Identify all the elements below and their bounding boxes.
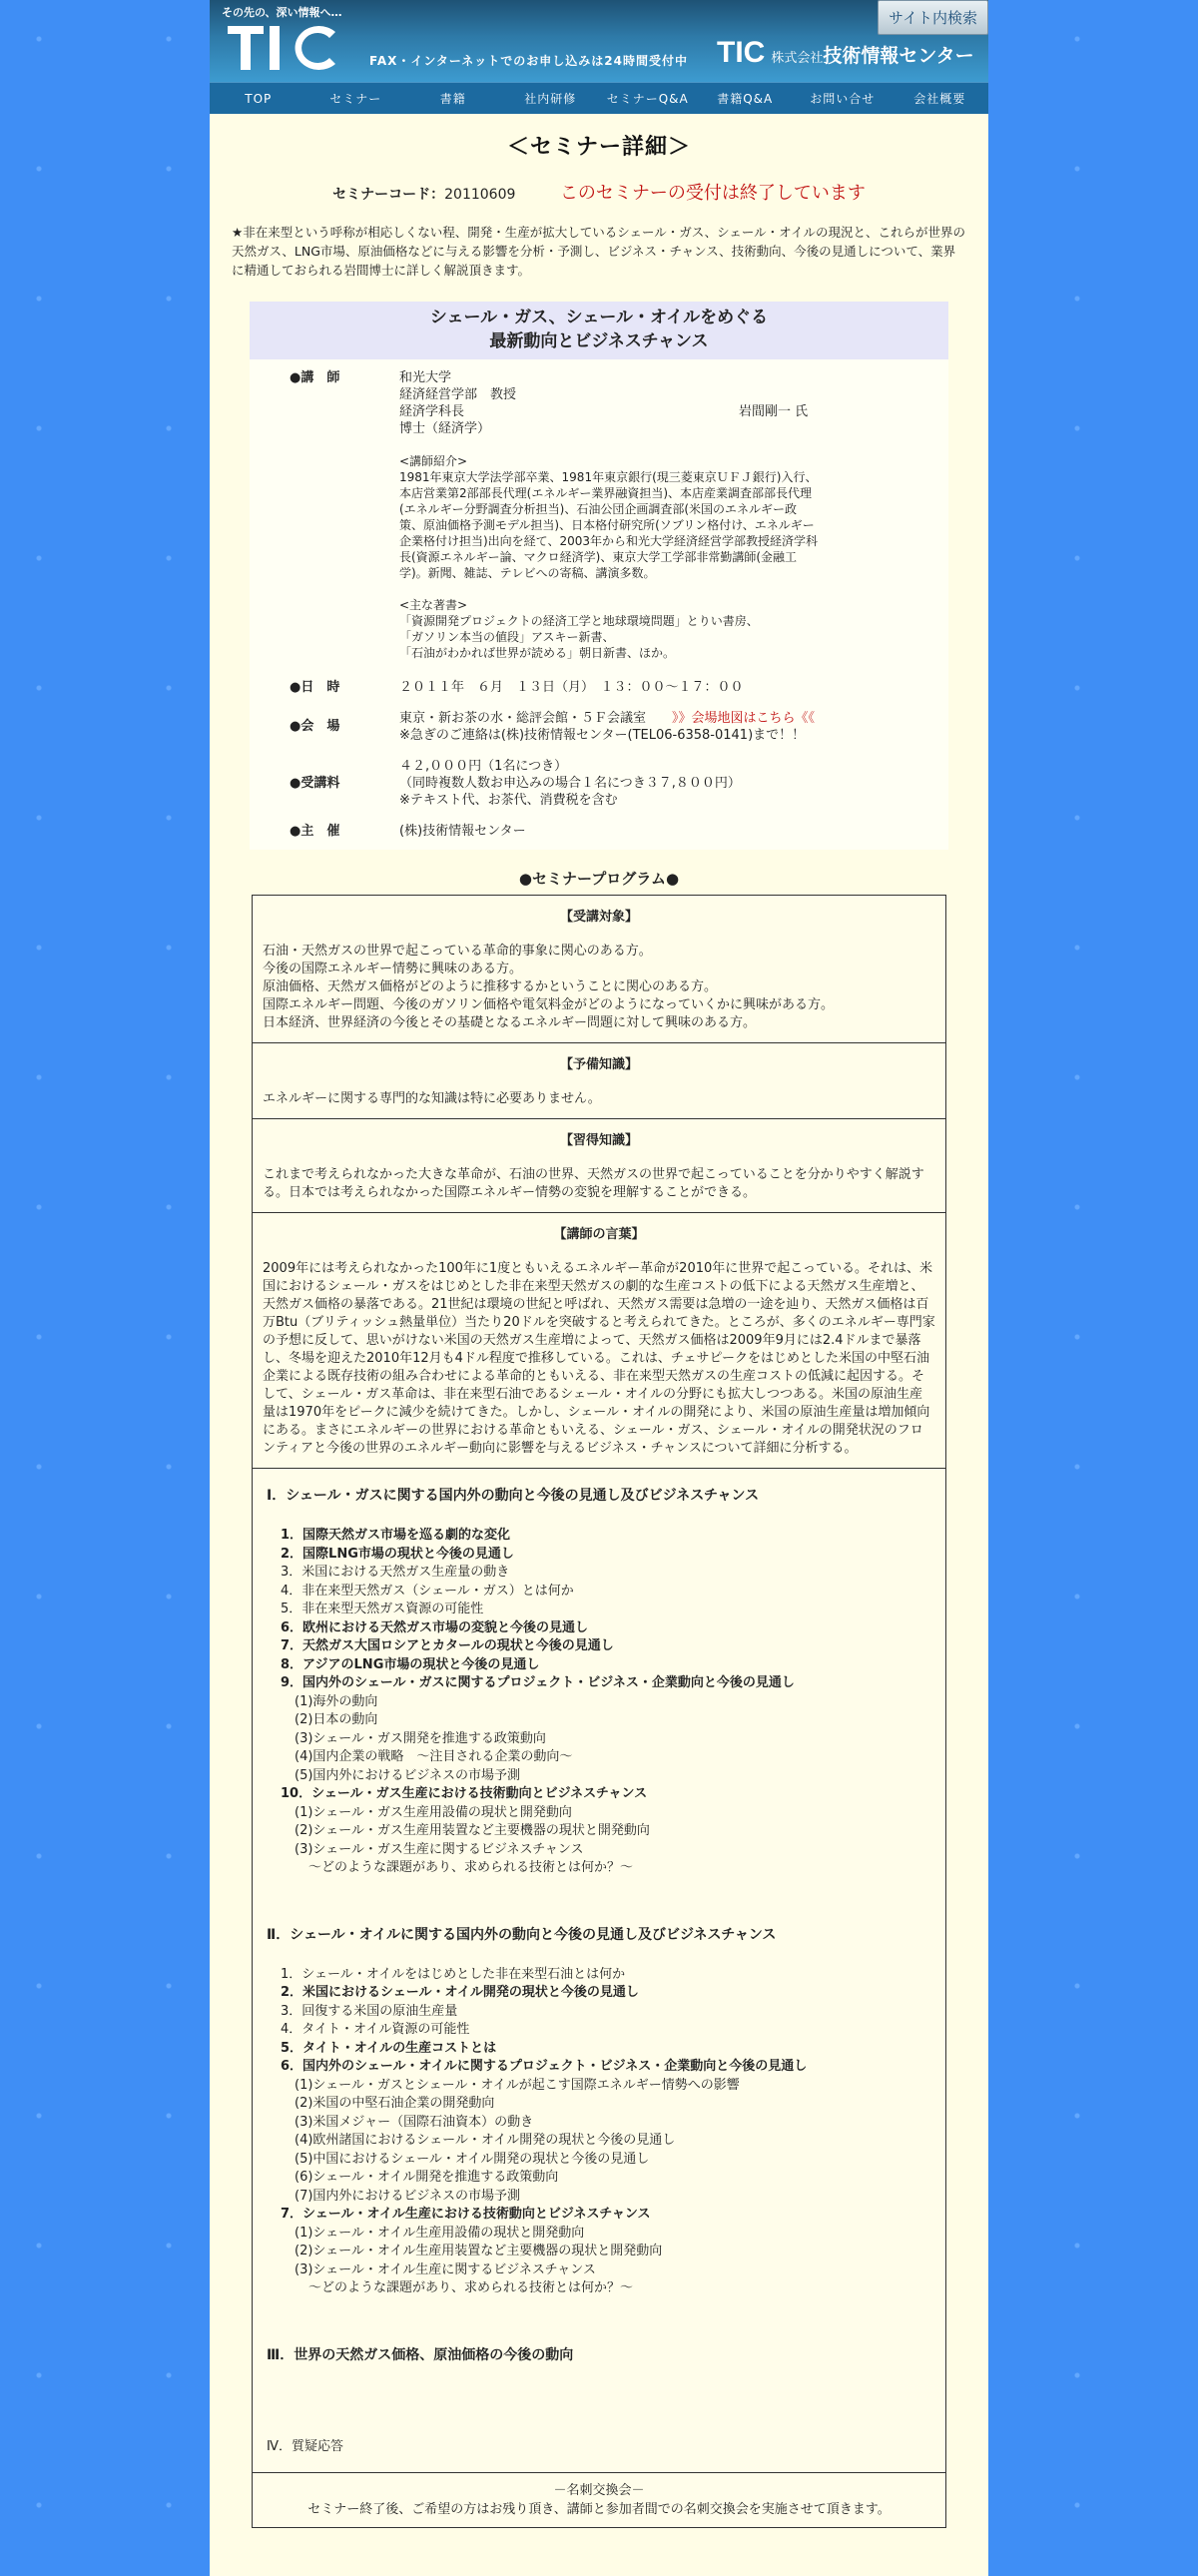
book-item: 「ガソリン本当の値段」アスキー新書、 — [399, 630, 615, 644]
fee-line: （同時複数人数お申込みの場合１名につき３７,８００円） — [399, 776, 741, 791]
books-heading: <主な著書> — [399, 598, 468, 612]
prerequisite-section — [253, 1043, 945, 1119]
curriculum-item: 6．国内外のシェール・オイルに関するプロジェクト・ビジネス・企業動向と今後の見通し — [281, 2059, 808, 2074]
curriculum-subitem: (1)シェール・ガス生産用設備の現状と開発動向 — [295, 1804, 572, 1820]
page-title: ＜セミナー詳細＞ — [506, 135, 691, 160]
curriculum-item: 3．米国における天然ガス生産量の動き — [281, 1565, 510, 1580]
curriculum-item: 4．非在来型天然ガス（シェール・ガス）とは何か — [281, 1583, 574, 1599]
chapter-2-heading: Ⅱ．シェール・オイルに関する国内外の動向と今後の見通し及びビジネスチャンス — [267, 1926, 777, 1943]
curriculum-item: 7．天然ガス大国ロシアとカタールの現状と今後の見通し — [281, 1638, 614, 1653]
prerequisite-text: エネルギーに関する専門的な知識は特に必要ありません。 — [263, 1091, 601, 1106]
chapter-3-heading: Ⅲ．世界の天然ガス価格、原油価格の今後の動向 — [267, 2346, 574, 2363]
curriculum-subitem: (6)シェール・オイル開発を推進する政策動向 — [295, 2170, 559, 2185]
curriculum-note: ～どのような課題があり、求められる技術とは何か？～ — [308, 2280, 634, 2295]
curriculum-subitem: (5)国内外におけるビジネスの市場予測 — [295, 1767, 521, 1783]
curriculum-subitem: (3)シェール・ガス生産に関するビジネスチャンス — [295, 1841, 584, 1857]
gain-text: これまで考えられなかった大きな革命が、石油の世界、天然ガスの世界で起こっていることを分かりやすく解説する。日本では考えられなかった国際エネルギー情勢の変貌を理解することができる。 — [263, 1167, 924, 1200]
company-brand[interactable] — [717, 36, 974, 70]
nav-books-qa[interactable]: 書籍Q&A — [717, 92, 774, 106]
curriculum-subitem: (2)シェール・ガス生産用装置など主要機器の現状と開発動向 — [295, 1823, 650, 1838]
seminar-code: 20110609 — [444, 187, 516, 203]
curriculum-item: 7．シェール・オイル生産における技術動向とビジネスチャンス — [281, 2207, 651, 2222]
chapter-4-heading: Ⅳ．質疑応答 — [267, 2438, 343, 2454]
fee-label: ●受講料 — [290, 776, 340, 791]
tagline: その先の、深い情報へ… — [222, 6, 342, 19]
target-section — [253, 896, 945, 1043]
curriculum-subitem: (7)国内外におけるビジネスの市場予測 — [295, 2188, 521, 2204]
book-item: 「資源開発プロジェクトの経済工学と地球環境問題」とりい書房、 — [399, 614, 759, 628]
affiliation-line: 経済経営学部 教授 — [399, 387, 517, 402]
curriculum-subitem: (2)米国の中堅石油企業の開発動向 — [295, 2096, 495, 2111]
curriculum-subitem: (2)日本の動向 — [295, 1712, 378, 1727]
curriculum-subitem: (3)シェール・オイル生産に関するビジネスチャンス — [295, 2261, 596, 2277]
affiliation-line: 和光大学 — [399, 370, 452, 385]
curriculum-item: 3．回復する米国の原油生産量 — [281, 2003, 458, 2019]
lecturer-profile: 1981年東京大学法学部卒業、1981年東京銀行(現三菱東京ＵＦＪ銀行)入行、本店営業第2部部長代理(エネルギー業界融資担当)、本店産業調査部部長代理(エネルギー分野調査分析担当)、石油公団企画調査部(米国のエネルギー政策、原油価格予測モデル担当)、日本格付研究所(ソブリン格付け、エネルギー企業格付け担当)出向を経て、2003年から和光大学経済経営学部教授経済学科長(資源エネルギー論、マクロ経済学)、東京大学工学部非常勤講師(金融工学)。新聞、雑誌、テレビへの寄稿、講演多数。 — [399, 470, 818, 580]
fee-line: ※テキスト代、お茶代、消費税を含む — [399, 793, 618, 808]
brand-kk: 株式会社 — [771, 51, 824, 66]
exchange-section — [253, 2473, 945, 2527]
site-header — [210, 0, 988, 82]
page — [210, 0, 988, 2576]
target-heading: 【受講対象】 — [559, 910, 638, 925]
chapter-2-list — [263, 1966, 935, 2298]
curriculum-subitem: (1)シェール・ガスとシェール・オイルが起こす国際エネルギー情勢への影響 — [295, 2077, 740, 2093]
curriculum-item: 1．国際天然ガス市場を巡る劇的な変化 — [281, 1528, 511, 1543]
gain-section — [253, 1119, 945, 1213]
main-nav — [210, 82, 988, 114]
book-item: 「石油がわかれば世界が読める」朝日新書、ほか。 — [399, 646, 676, 660]
curriculum-subitem: (4)国内企業の戦略 ～注目される企業の動向～ — [295, 1749, 573, 1764]
seminar-code-row — [210, 179, 988, 205]
target-line: 石油・天然ガスの世界で起こっている革命的事象に関心のある方。 — [263, 944, 652, 959]
target-line: 日本経済、世界経済の今後とその基礎となるエネルギー問題に対して興味のある方。 — [263, 1015, 757, 1030]
target-line: 原油価格、天然ガス価格がどのように推移するかということに関心のある方。 — [263, 979, 718, 994]
target-line: 今後の国際エネルギー情勢に興味のある方。 — [263, 962, 523, 976]
curriculum-note: ～どのような課題があり、求められる技術とは何か？～ — [308, 1860, 634, 1875]
chapter-1-list — [263, 1527, 935, 1878]
lecturer-words-heading: 【講師の言葉】 — [553, 1227, 645, 1242]
nav-contact[interactable]: お問い合せ — [810, 92, 876, 106]
curriculum-item: 2．国際LNG市場の現状と今後の見通し — [281, 1546, 514, 1562]
nav-top[interactable]: TOP — [245, 91, 273, 106]
seminar-info — [250, 302, 948, 850]
curriculum-item: 6．欧州における天然ガス市場の変貌と今後の見通し — [281, 1619, 589, 1635]
curriculum-subitem: (2)シェール・オイル生産用装置など主要機器の現状と開発動向 — [295, 2244, 663, 2258]
target-line: 国際エネルギー問題、今後のガソリン価格や電気料金がどのようになっていくかに興味がある方。 — [263, 997, 835, 1012]
profile-heading: <講師紹介> — [399, 454, 468, 468]
prerequisite-heading: 【予備知識】 — [559, 1057, 638, 1072]
fee-row — [250, 758, 948, 809]
date-label: ●日 時 — [290, 680, 340, 695]
fee-line: ４２,０００円（1名につき） — [399, 759, 568, 774]
tic-logo[interactable] — [224, 18, 351, 74]
venue-contact: ※急ぎのご連絡は(株)技術情報センター(TEL06-6358-0141)まで！！ — [399, 728, 806, 743]
curriculum-item: 4．タイト・オイル資源の可能性 — [281, 2022, 470, 2037]
curriculum-subitem: (5)中国におけるシェール・オイル開発の現状と今後の見通し — [295, 2151, 650, 2167]
lecturer-words-section — [253, 1213, 945, 1469]
seminar-title-line: シェール・ガス、シェール・オイルをめぐる — [429, 308, 769, 327]
curriculum-subitem: (3)シェール・ガス開発を推進する政策動向 — [295, 1730, 546, 1746]
nav-company[interactable]: 会社概要 — [913, 92, 966, 106]
exchange-heading: －名刺交換会－ — [553, 2483, 645, 2498]
nav-seminar-qa[interactable]: セミナーQ&A — [606, 92, 689, 106]
venue-label: ●会 場 — [290, 719, 340, 734]
curriculum-subitem: (4)欧州諸国におけるシェール・オイル開発の現状と今後の見通し — [295, 2133, 676, 2148]
organizer-value: (株)技術情報センター — [399, 824, 526, 839]
brand-tic: TIC — [717, 36, 766, 69]
affiliation-line: 博士（経済学） — [399, 421, 491, 436]
seminar-title — [250, 302, 948, 359]
seminar-code-label: セミナーコード： — [332, 187, 445, 203]
venue-row — [250, 710, 948, 744]
venue-value: 東京・新お茶の水・総評会館・５Ｆ会議室 — [399, 711, 647, 726]
chapter-1-heading: Ⅰ．シェール・ガスに関する国内外の動向と今後の見通し及びビジネスチャンス — [267, 1488, 760, 1504]
exchange-text: セミナー終了後、ご希望の方はお残り頂き、講師と参加者間での名刺交換会を実施させて頂きます。 — [307, 2502, 891, 2517]
organizer-label: ●主 催 — [290, 824, 340, 839]
curriculum-item: 9．国内外のシェール・ガスに関するプロジェクト・ビジネス・企業動向と今後の見通し — [281, 1675, 795, 1690]
lecturer-name: 岩間剛一 氏 — [739, 404, 809, 419]
lecturer-row — [250, 369, 948, 661]
program-title: ●セミナープログラム● — [518, 870, 680, 888]
seminar-intro: ★非在来型という呼称が相応しくない程、開発・生産が拡大しているシェール・ガス、シェール・オイルの現況と、これらが世界の天然ガス、LNG市場、原油価格などに与える影響を分析・予測し、ビジネス・チャンス、技術動向、今後の見通しについて、業界に精通しておられる岩間博士に詳しく解説頂きます。 — [232, 225, 965, 278]
nav-seminar[interactable]: セミナー — [329, 92, 382, 106]
program-table — [252, 895, 946, 2528]
closed-notice: このセミナーの受付は終了しています — [559, 183, 866, 204]
fax-notice: FAX・インターネットでのお申し込みは24時間受付中 — [369, 54, 688, 68]
site-search-button[interactable]: サイト内検索 — [878, 0, 988, 35]
lecturer-words-text: 2009年には考えられなかった100年に1度ともいえるエネルギー革命が2010年に世界で起こっている。それは、米国におけるシェール・ガスをはじめとした非在来型天然ガスの劇的な生産コストの低下による天然ガス生産増と、天然ガス価格の暴落である。21世紀は環境の世紀と呼ばれ、天然ガス需要は急増の一途を辿り、天然ガス価格は百万Btu（ブリティッシュ熱量単位）当たり20ドルを突破すると考えられてきた。ところが、多くのエネルギー専門家の予想に反して、思いがけない米国の天然ガス生産増によって、天然ガス価格は2009年9月には2.4ドルまで暴落し、冬場を迎えた2010年12月も4ドル程度で推移している。これは、チェサピークをはじめとした米国の中堅石油企業による既存技術の組み合わせによる革命的ともいえる、非在来型天然ガスの生産コストの低減に起因する。そして、シェール・ガス革命は、非在来型石油であるシェール・オイルの分野にも拡大しつつある。米国の原油生産量は1970年をピークに減少を続けてきた。しかし、シェール・オイルの開発により、米国の原油生産量は増加傾向にある。まさにエネルギーの世界における革命ともいえる、シェール・ガス、シェール・オイルの開発状況のフロンティアと今後の世界のエネルギー動向に影響を与えるビジネス・チャンスについて詳細に分析する。 — [263, 1261, 935, 1456]
curriculum-item: 5．非在来型天然ガス資源の可能性 — [281, 1602, 484, 1616]
brand-name: 技術情報センター — [823, 45, 974, 67]
date-value: ２０１１年 ６月 １３日（月） １３：００～１７：００ — [399, 680, 744, 695]
curriculum-item: 8．アジアのLNG市場の現状と今後の見通し — [281, 1656, 540, 1672]
nav-books[interactable]: 書籍 — [439, 92, 466, 106]
curriculum-subitem: (1)シェール・オイル生産用設備の現状と開発動向 — [295, 2225, 585, 2241]
curriculum-item: 10．シェール・ガス生産における技術動向とビジネスチャンス — [281, 1786, 648, 1801]
curriculum-subitem: (3)米国メジャー（国際石油資本）の動き — [295, 2114, 534, 2130]
gain-heading: 【習得知識】 — [559, 1133, 638, 1148]
affiliation-line: 経済学科長 — [399, 404, 465, 419]
date-row — [250, 679, 948, 696]
curriculum-item: 5．タイト・オイルの生産コストとは — [281, 2040, 497, 2056]
venue-map-link[interactable]: 》》会場地図はこちら《《 — [672, 711, 816, 726]
lecturer-affiliation — [399, 369, 739, 437]
curriculum-subitem: (1)海外の動向 — [295, 1693, 378, 1709]
nav-inhouse-training[interactable]: 社内研修 — [524, 92, 577, 106]
curriculum-item: 2．米国におけるシェール・オイル開発の現状と今後の見通し — [281, 1985, 639, 2000]
organizer-row — [250, 823, 948, 850]
seminar-title-line: 最新動向とビジネスチャンス — [489, 331, 709, 351]
curriculum-item: 1．シェール・オイルをはじめとした非在来型石油とは何か — [281, 1966, 626, 1982]
lecturer-label: ●講 師 — [290, 370, 340, 385]
curriculum-section — [253, 1469, 945, 2473]
